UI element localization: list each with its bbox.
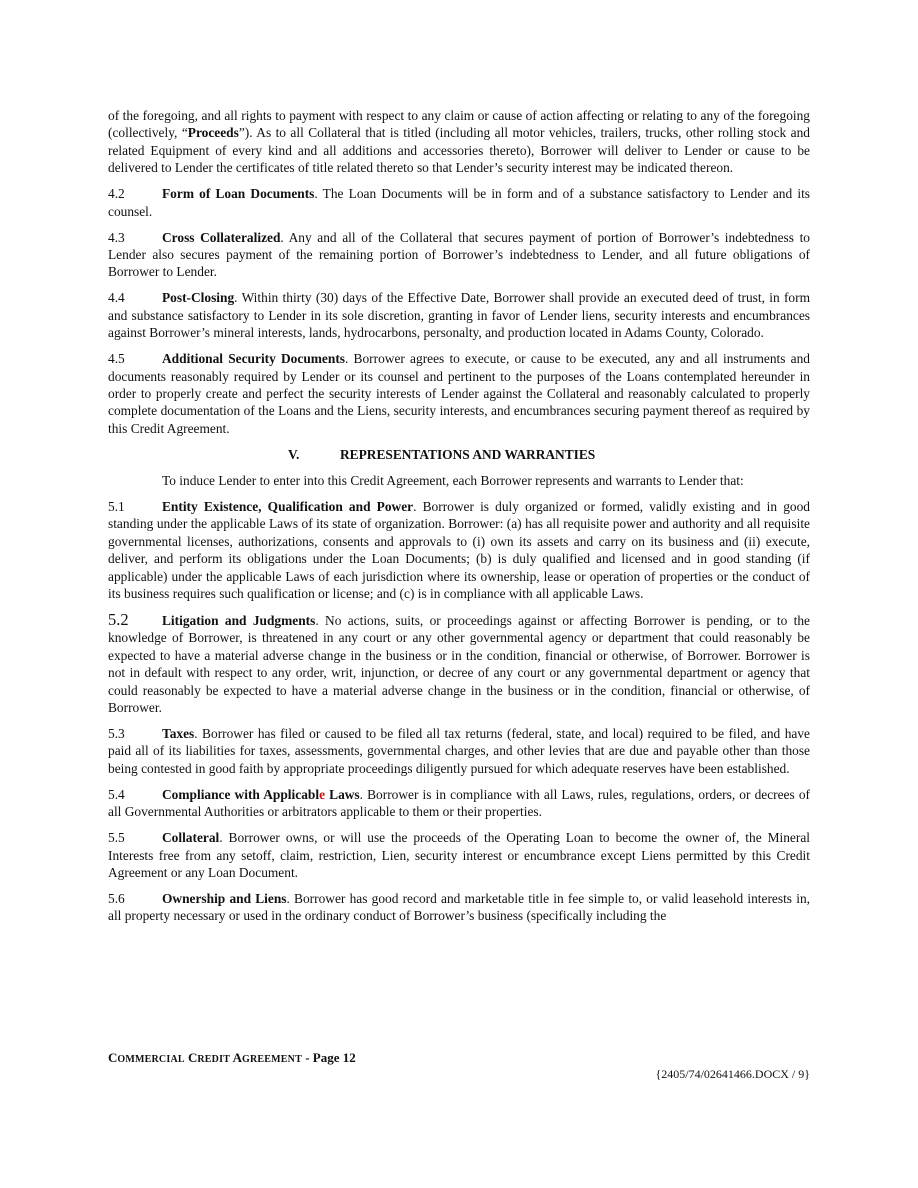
document-body xyxy=(108,107,810,933)
section-number: 5.3 xyxy=(108,725,125,741)
footer-title-small: OMMERCIAL xyxy=(117,1054,185,1065)
section-4-3 xyxy=(108,229,810,281)
section-4-2 xyxy=(108,185,810,220)
section-text: . Any and all of the Collateral that secures payment of portion of Borrower’s indebtedness to Lender also secures payment of the remaining portion of Borrower’s indebtedness to Lender, and all future obligations of Borrower to Lender. xyxy=(108,229,810,280)
footer-title-cap: A xyxy=(232,1050,243,1065)
section-heading: Taxes xyxy=(162,725,195,741)
continuation-text-a: of the foregoing, and all rights to payment with respect to any claim or cause of action affecting or relating to any of the foregoing (collectively, “ xyxy=(108,108,810,141)
section-heading: Form of Loan Documents xyxy=(162,186,315,202)
section-number: 4.3 xyxy=(108,229,125,245)
section-text: . Borrower is duly organized or formed, validly existing and in good standing under the applicable Laws of its state of organization. Borrower: (a) has all requisite power and authority and all requisite governmental licenses, authorizations, consents and approvals to (i) own its assets and carry on its business and (ii) execute, deliver, and perform its obligations under the Loan Documents; (b) is duly qualified and licensed and in good standing (if applicable) under the applicable Laws of each jurisdiction where its ownership, lease or operation of properties or the conduct of its business requires such qualification or license; and (c) is in compliance with all applicable Laws. xyxy=(108,498,810,601)
section-number: 5.4 xyxy=(108,786,125,802)
section-5-3 xyxy=(108,725,810,777)
article-number: V. xyxy=(288,446,300,462)
section-number: 5.5 xyxy=(108,830,125,846)
footer-title-cap: C xyxy=(188,1050,198,1065)
section-5-4 xyxy=(108,786,810,821)
proceeds-term: Proceeds xyxy=(187,125,239,141)
section-heading: Entity Existence, Qualification and Power xyxy=(162,498,414,514)
section-text: . Borrower agrees to execute, or cause to be executed, any and all instruments and documents reasonably required by Lender or its counsel and pertinent to the purposes of the Loans contemplated hereunder in order to properly create and perfect the security interests of Lender against the Collateral and reasonably calculated to properly complete documentation of the Loans and the Liens, security interests, and encumbrances securing payment thereof as required by this Credit Agreement. xyxy=(108,351,810,436)
document-id: {2405/74/02641466.DOCX / 9} xyxy=(655,1067,810,1081)
section-heading: Litigation and Judgments xyxy=(162,612,316,628)
section-4-5 xyxy=(108,350,810,437)
section-5-6 xyxy=(108,890,810,925)
heading-red-letter: e xyxy=(319,786,326,802)
section-number: 5.2 xyxy=(108,609,129,629)
page-number: - Page 12 xyxy=(301,1050,356,1065)
section-number: 5.1 xyxy=(108,498,125,514)
section-5-1 xyxy=(108,498,810,602)
section-number: 4.4 xyxy=(108,290,125,306)
heading-part-c: Laws xyxy=(325,786,360,802)
section-number: 5.6 xyxy=(108,890,125,906)
section-number: 4.5 xyxy=(108,351,125,367)
continuation-text-b: ”). As to all Collateral that is titled (including all motor vehicles, trailers, trucks, other rolling stock and related Equipment of every kind and all additions and accessories thereto), Borrower will deliver to Lender or cause to be delivered to Lender the certificates of title related thereto so that Lender’s security interest may be indicated thereon. xyxy=(108,125,810,176)
intro-paragraph: To induce Lender to enter into this Credit Agreement, each Borrower represents and warrants to Lender that: xyxy=(162,472,744,488)
section-heading: Additional Security Documents xyxy=(162,351,345,367)
section-text: . Borrower has filed or caused to be filed all tax returns (federal, state, and local) required to be filed, and have paid all of its liabilities for taxes, assessments, governmental charges, and other levies that are due and payable other than those being contested in good faith by appropriate proceedings diligently pursued for which adequate reserves have been established. xyxy=(108,725,810,776)
section-text: . Borrower is in compliance with all Laws, rules, regulations, orders, or decrees of all Governmental Authorities or arbitrators applicable to them or their properties. xyxy=(108,786,810,820)
section-heading: Collateral xyxy=(162,830,220,846)
section-text: . Borrower has good record and marketable title in fee simple to, or valid leasehold interests in, all property necessary or used in the ordinary conduct of Borrower’s business (specifically including the xyxy=(108,890,810,924)
footer-title xyxy=(108,1050,356,1066)
section-text: . Borrower owns, or will use the proceeds of the Operating Loan to become the owner of, the Mineral Interests free from any setoff, claim, restriction, Lien, security interest or encumbrance except Liens permitted by this Credit Agreement or any Loan Document. xyxy=(108,830,810,880)
section-text: . Within thirty (30) days of the Effective Date, Borrower shall provide an executed deed of trust, in form and substance satisfactory to Lender in its sole discretion, granting in favor of Lender liens, security interests and encumbrances against Borrower’s mineral interests, lands, hydrocarbons, personalty, and production located in Adams County, Colorado. xyxy=(108,290,810,341)
article-v-heading xyxy=(108,446,810,463)
article-title: REPRESENTATIONS AND WARRANTIES xyxy=(340,446,596,462)
section-number: 4.2 xyxy=(108,186,125,202)
section-5-5 xyxy=(108,829,810,881)
section-heading: Ownership and Liens xyxy=(162,890,287,906)
section-4-4 xyxy=(108,289,810,341)
heading-part-a: Compliance with Applicabl xyxy=(162,786,320,802)
continuation-paragraph xyxy=(108,107,810,177)
section-5-2 xyxy=(108,611,810,716)
section-heading xyxy=(162,787,360,802)
section-text: . No actions, suits, or proceedings against or affecting Borrower is pending, or to the knowledge of Borrower, is threatened in any court or any other governmental agency or department that could reasonably be expected to have a material adverse change in the business or in the condition, financial or otherwise, of Borrower. Borrower is not in default with respect to any order, writ, injunction, or decree of any court or any governmental department or agency that could reasonably be expected to have a material adverse change in the business or in the condition, financial or otherwise, of Borrower. xyxy=(108,612,810,715)
footer-title-cap: C xyxy=(108,1050,118,1065)
section-heading: Cross Collateralized xyxy=(162,229,281,245)
section-heading: Post-Closing xyxy=(162,290,235,306)
section-text: . The Loan Documents will be in form and of a substance satisfactory to Lender and its counsel. xyxy=(108,186,810,219)
footer-title-small: GREEMENT xyxy=(242,1054,302,1065)
footer-title-small: REDIT xyxy=(197,1054,231,1065)
